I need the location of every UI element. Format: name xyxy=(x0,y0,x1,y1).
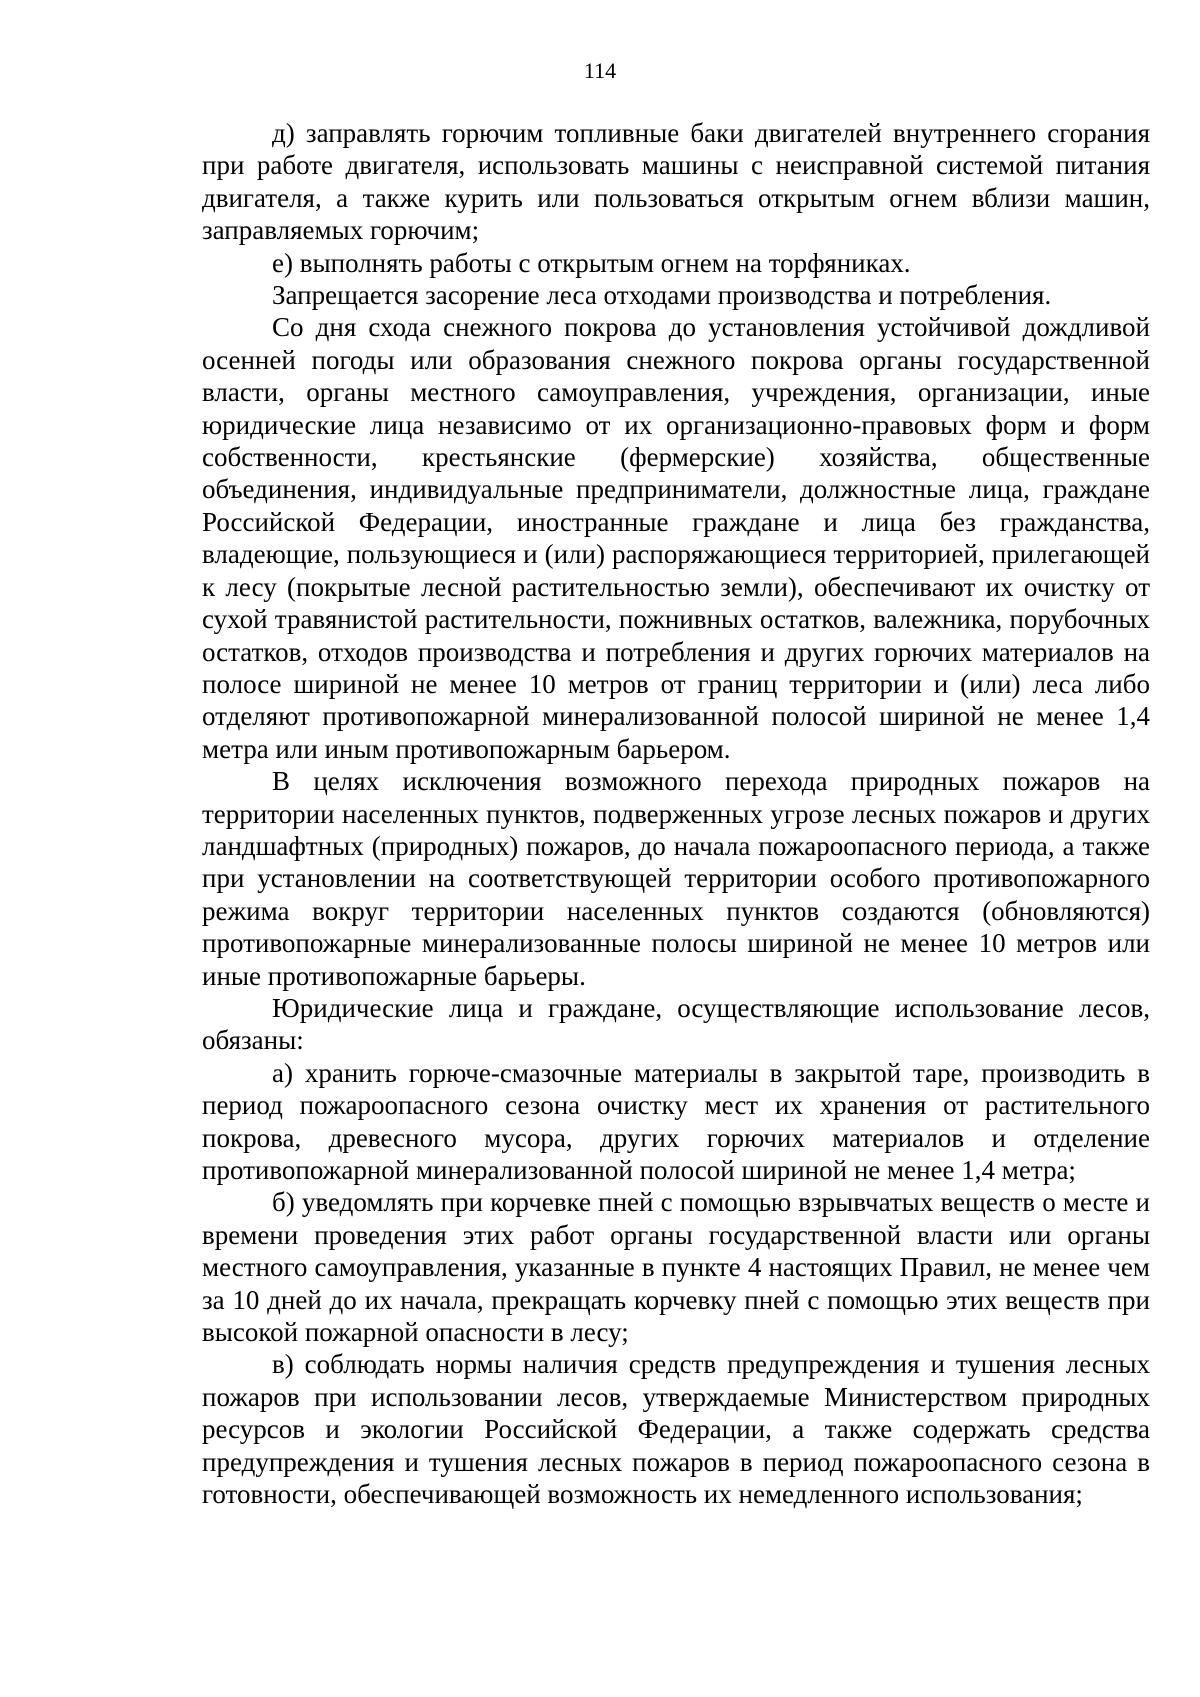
paragraph-obligations-intro: Юридические лица и граждане, осуществляющие использование лесов, обязаны: xyxy=(202,992,1150,1056)
paragraph-clearing-obligations: Со дня схода снежного покрова до установления устойчивой дождливой осенней погоды или образования снежного покрова органы государственной власти, органы местного самоуправления, учреждения, организации, иные юридические лица независимо от их организационно-правовых форм и форм собственности, крестьянские (фермерские) хозяйства, общественные объединения, индивидуальные предприниматели, должностные лица, граждане Российской Федерации, иностранные граждане и лица без гражданства, владеющие, пользующиеся и (или) распоряжающиеся территорией, прилегающей к лесу (покрытые лесной растительностью земли), обеспечивают их очистку от сухой травянистой растительности, пожнивных остатков, валежника, порубочных остатков, отходов производства и потребления и других горючих материалов на полосе шириной не менее 10 метров от границ территории и (или) леса либо отделяют противопожарной минерализованной полосой шириной не менее 1,4 метра или иным противопожарным барьером. xyxy=(202,312,1150,764)
paragraph-item-e: е) выполнять работы с открытым огнем на торфяниках. xyxy=(272,247,911,278)
document-body xyxy=(202,117,1150,1510)
paragraph-prohibition-littering: Запрещается засорение леса отходами производства и потребления. xyxy=(272,280,1052,311)
paragraph-item-a: а) хранить горюче-смазочные материалы в закрытой таре, производить в период пожароопасного сезона очистку мест их хранения от растительного покрова, древесного мусора, других горючих материалов и отделение противопожарной минерализованной полосой шириной не менее 1,4 метра; xyxy=(202,1057,1150,1185)
page-number: 114 xyxy=(583,58,617,83)
paragraph-item-d: д) заправлять горючим топливные баки двигателей внутреннего сгорания при работе двигателя, использовать машины с неисправной системой питания двигателя, а также курить или пользоваться открытым огнем вблизи машин, заправляемых горючим; xyxy=(202,118,1150,246)
paragraph-item-b: б) уведомлять при корчевке пней с помощью взрывчатых веществ о месте и времени проведения этих работ органы государственной власти или органы местного самоуправления, указанные в пункте 4 настоящих Правил, не менее чем за 10 дней до их начала, прекращать корчевку пней с помощью этих веществ при высокой пожарной опасности в лесу; xyxy=(202,1187,1150,1348)
paragraph-item-v: в) соблюдать нормы наличия средств предупреждения и тушения лесных пожаров при использовании лесов, утверждаемые Министерством природных ресурсов и экологии Российской Федерации, а также содержать средства предупреждения и тушения лесных пожаров в период пожароопасного сезона в готовности, обеспечивающей возможность их немедленного использования; xyxy=(202,1349,1150,1510)
paragraph-fire-barriers: В целях исключения возможного перехода природных пожаров на территории населенных пунктов, подверженных угрозе лесных пожаров и других ландшафтных (природных) пожаров, до начала пожароопасного периода, а также при установлении на соответствующей территории особого противопожарного режима вокруг территории населенных пунктов создаются (обновляются) противопожарные минерализованные полосы шириной не менее 10 метров или иные противопожарные барьеры. xyxy=(202,766,1150,991)
